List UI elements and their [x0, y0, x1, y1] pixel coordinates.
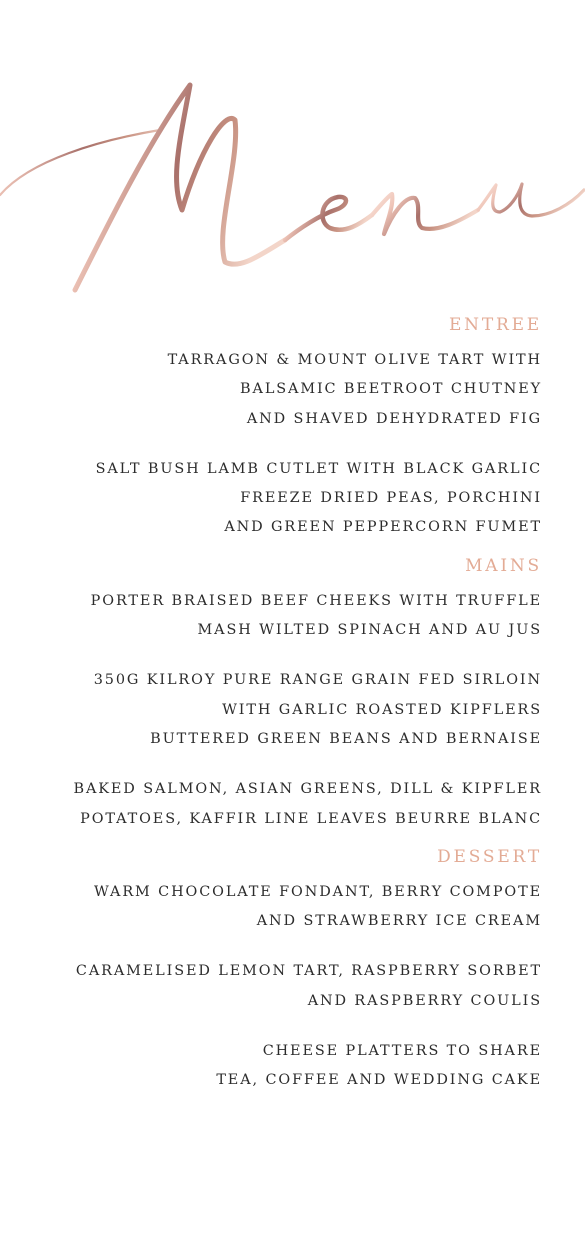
dish-line: 350G KILROY PURE RANGE GRAIN FED SIRLOIN	[93, 672, 542, 689]
dish-line: WITH GARLIC ROASTED KIPFLERS	[222, 701, 542, 718]
dish-line: AND RASPBERRY COULIS	[307, 992, 542, 1009]
dish-line: BUTTERED GREEN BEANS AND BERNAISE	[150, 730, 542, 747]
script-letter-m	[75, 85, 285, 290]
dish-line: PORTER BRAISED BEEF CHEEKS WITH TRUFFLE	[90, 592, 542, 609]
dish-line: AND STRAWBERRY ICE CREAM	[256, 913, 542, 930]
dish-line: BALSAMIC BEETROOT CHUTNEY	[240, 381, 542, 398]
dish-line: FREEZE DRIED PEAS, PORCHINI	[240, 490, 542, 507]
menu-body	[22, 310, 542, 1104]
script-flourish	[0, 130, 160, 195]
dish-line: AND SHAVED DEHYDRATED FIG	[246, 410, 542, 427]
menu-dish	[22, 455, 542, 543]
menu-dish	[22, 666, 542, 754]
menu-section-entree	[22, 310, 542, 543]
script-letter-n	[372, 194, 478, 234]
section-heading: MAINS	[465, 555, 542, 576]
menu-section-dessert	[22, 842, 542, 1096]
menu-dish	[22, 587, 542, 646]
script-letter-e	[285, 197, 372, 240]
dish-line: SALT BUSH LAMB CUTLET WITH BLACK GARLIC	[95, 460, 542, 477]
menu-dish	[22, 775, 542, 834]
menu-dish	[22, 1037, 542, 1096]
section-heading: ENTREE	[448, 315, 542, 335]
dish-line: POTATOES, KAFFIR LINE LEAVES BEURRE BLANC	[80, 810, 542, 827]
menu-script-title	[0, 0, 585, 300]
dish-line: AND GREEN PEPPERCORN FUMET	[224, 519, 542, 536]
menu-dish	[22, 878, 542, 937]
dish-line: TEA, COFFEE AND WEDDING CAKE	[216, 1072, 542, 1089]
menu-dish	[22, 346, 542, 434]
dish-line: WARM CHOCOLATE FONDANT, BERRY COMPOTE	[94, 883, 542, 900]
menu-section-mains	[22, 551, 542, 834]
dish-line: TARRAGON & MOUNT OLIVE TART WITH	[167, 352, 542, 368]
menu-dish	[22, 957, 542, 1016]
dish-line: MASH WILTED SPINACH AND AU JUS	[197, 622, 542, 639]
section-heading: DESSERT	[437, 846, 542, 867]
dish-line: CARAMELISED LEMON TART, RASPBERRY SORBET	[75, 963, 542, 980]
dish-line: BAKED SALMON, ASIAN GREENS, DILL & KIPFLER	[73, 781, 542, 798]
dish-line: CHEESE PLATTERS TO SHARE	[262, 1043, 542, 1060]
script-letter-u	[478, 184, 584, 216]
